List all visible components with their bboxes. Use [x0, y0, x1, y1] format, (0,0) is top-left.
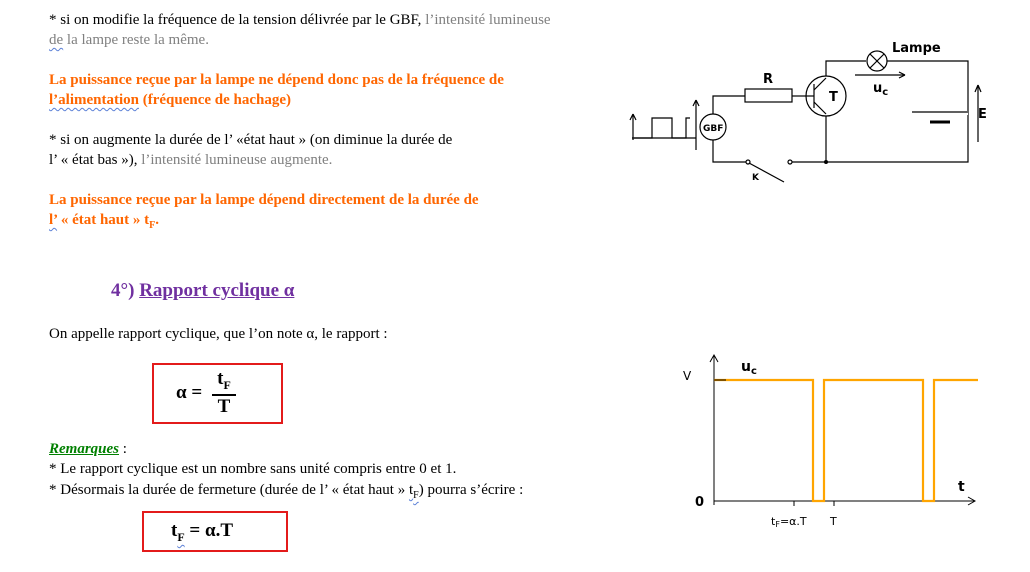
- formula-alpha-denominator: T: [217, 396, 231, 417]
- graph-t-label: t: [958, 479, 965, 495]
- graph-y-sub: c: [750, 366, 757, 377]
- formula-alpha-lhs: α =: [176, 382, 203, 403]
- formula1-num-sub: F: [223, 377, 231, 392]
- graph-zero-label: 0: [695, 495, 705, 510]
- conclusion2-line2-b: « état haut » t: [57, 212, 150, 228]
- para1-line2-a: de: [49, 32, 64, 48]
- tick1-t: t: [771, 515, 776, 528]
- para2-line2-a: l’ « état bas »),: [49, 152, 138, 168]
- remark2-sub: F: [413, 490, 419, 501]
- formula2-t: t: [171, 520, 178, 541]
- para1-line1-a: * si on modifie la fréquence de la tension délivrée par le GBF,: [49, 12, 422, 28]
- para1-line2-b: la lampe reste la même.: [63, 32, 209, 48]
- gbf-label: GBF: [703, 124, 724, 134]
- lamp-label: Lampe: [892, 41, 941, 56]
- remark-item-1: * Le rapport cyclique est un nombre sans unité compris entre 0 et 1.: [49, 461, 457, 477]
- section-number: 4°): [111, 280, 135, 301]
- graph-tick2-label: T: [830, 515, 837, 528]
- graph-v-label: V: [683, 369, 692, 383]
- uc-u: u: [873, 81, 883, 96]
- remarks-label: Remarques: [49, 441, 120, 457]
- transistor-label: T: [829, 90, 838, 105]
- remarks-colon: :: [119, 441, 127, 457]
- graph-y-label: [741, 359, 757, 377]
- tick1-sub: F: [775, 520, 780, 529]
- formula1-num: t: [217, 368, 224, 389]
- remark2-t: t: [408, 482, 414, 498]
- conclusion2-line2-a: l’: [49, 212, 58, 228]
- para1-line1-b: l’intensité lumineuse: [421, 12, 551, 28]
- graph-y-u: u: [741, 359, 751, 375]
- e-label: E: [978, 107, 987, 122]
- section-title: Rapport cyclique α: [139, 280, 295, 301]
- uc-sub: c: [882, 87, 889, 98]
- conclusion2-line1: La puissance reçue par la lampe dépend directement de la durée de: [49, 192, 479, 208]
- tick1-rest: =α.T: [779, 515, 807, 528]
- square-wave-signal: [714, 380, 978, 501]
- formula2-rest: = α.T: [184, 520, 234, 541]
- conclusion2-sub: F: [149, 220, 156, 231]
- graph-tick1-label: [771, 515, 807, 529]
- remark2-b: ) pourra s’écrire :: [418, 482, 524, 498]
- definition-text: On appelle rapport cyclique, que l’on note α, le rapport :: [49, 326, 388, 342]
- conclusion1-line1: La puissance reçue par la lampe ne dépend donc pas de la fréquence de: [49, 72, 504, 88]
- formula2-sub: F: [177, 529, 185, 544]
- para2-line1: * si on augmente la durée de l’ «état haut » (on diminue la durée de: [49, 132, 453, 148]
- resistor-label: R: [763, 72, 774, 87]
- conclusion1-line2-b: (fréquence de hachage): [139, 92, 292, 108]
- switch-label: K: [752, 173, 759, 183]
- remark2-a: * Désormais la durée de fermeture (durée de l’ « état haut »: [49, 482, 409, 498]
- conclusion1-line2-a: l’alimentation: [49, 92, 139, 108]
- para2-line2-b: l’intensité lumineuse augmente.: [137, 152, 333, 168]
- conclusion2-end: .: [155, 212, 159, 228]
